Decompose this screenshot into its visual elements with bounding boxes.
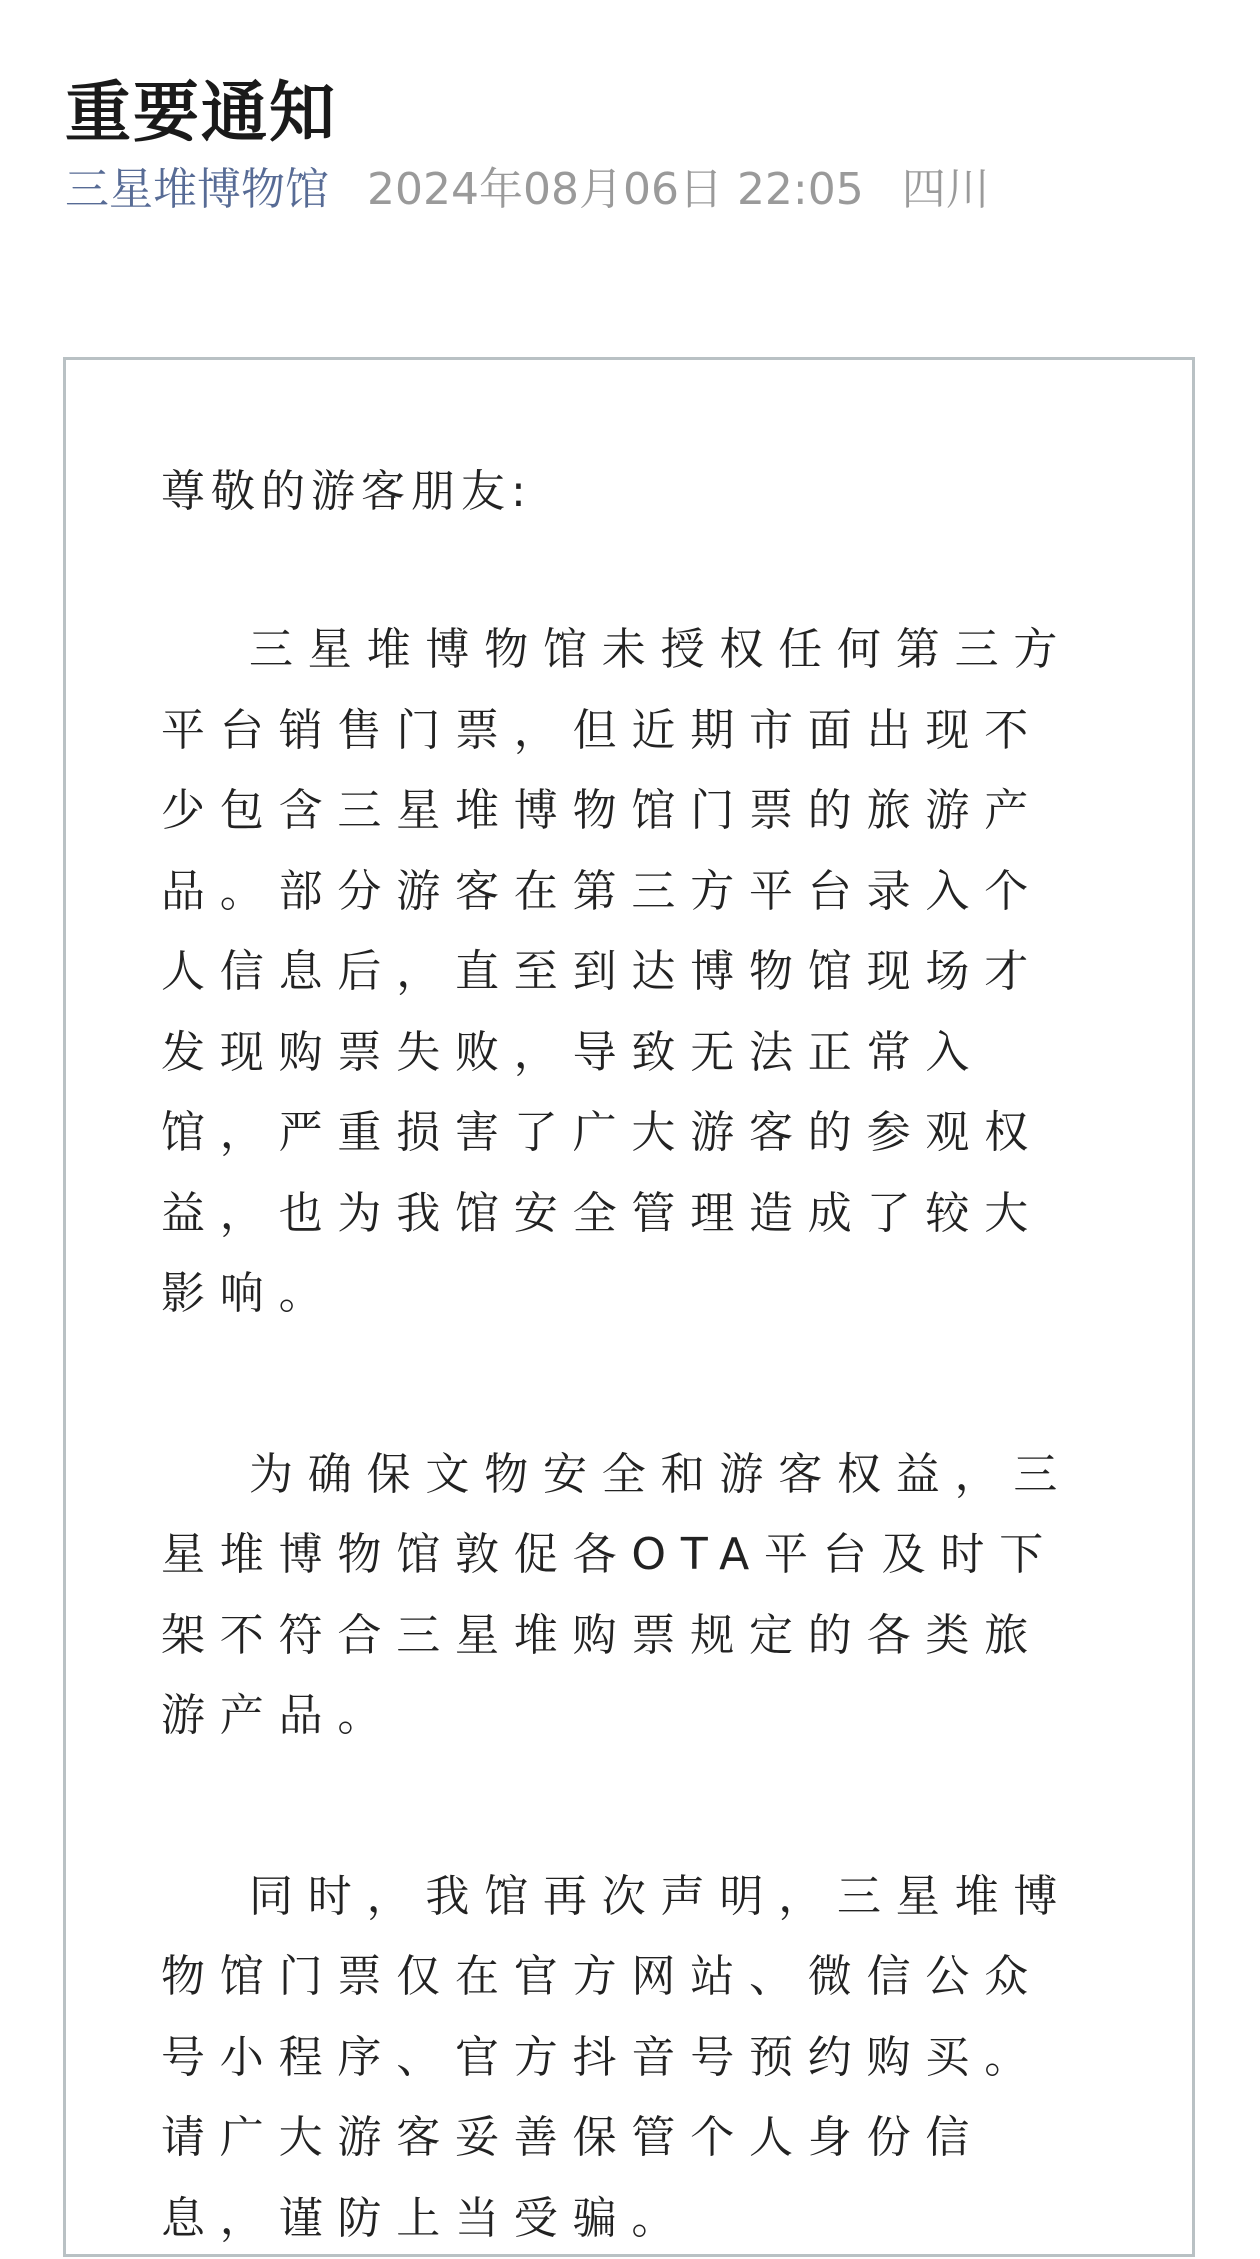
notice-content <box>161 452 1101 2259</box>
notice-paragraph: 为确保文物安全和游客权益，三星堆博物馆敦促各OTA平台及时下架不符合三星堆购票规定的各类旅游产品。 <box>161 1435 1101 1757</box>
notice-paragraph: 三星堆博物馆未授权任何第三方平台销售门票，但近期市面出现不少包含三星堆博物馆门票的旅游产品。部分游客在第三方平台录入个人信息后，直至到达博物馆现场才发现购票失败，导致无法正常入馆，严重损害了广大游客的参观权益，也为我馆安全管理造成了较大影响。 <box>161 610 1101 1335</box>
article-title: 重要通知 <box>65 68 337 158</box>
account-name-link[interactable]: 三星堆博物馆 <box>65 164 329 215</box>
notice-salutation: 尊敬的游客朋友: <box>161 452 1101 532</box>
publish-region: 四川 <box>902 164 990 215</box>
notice-paragraph: 同时，我馆再次声明，三星堆博物馆门票仅在官方网站、微信公众号小程序、官方抖音号预约购买。请广大游客妥善保管个人身份信息，谨防上当受骗。 <box>161 1857 1101 2259</box>
article-meta <box>65 160 990 220</box>
publish-time: 2024年08月06日 22:05 <box>367 164 864 215</box>
notice-box <box>63 357 1195 2257</box>
